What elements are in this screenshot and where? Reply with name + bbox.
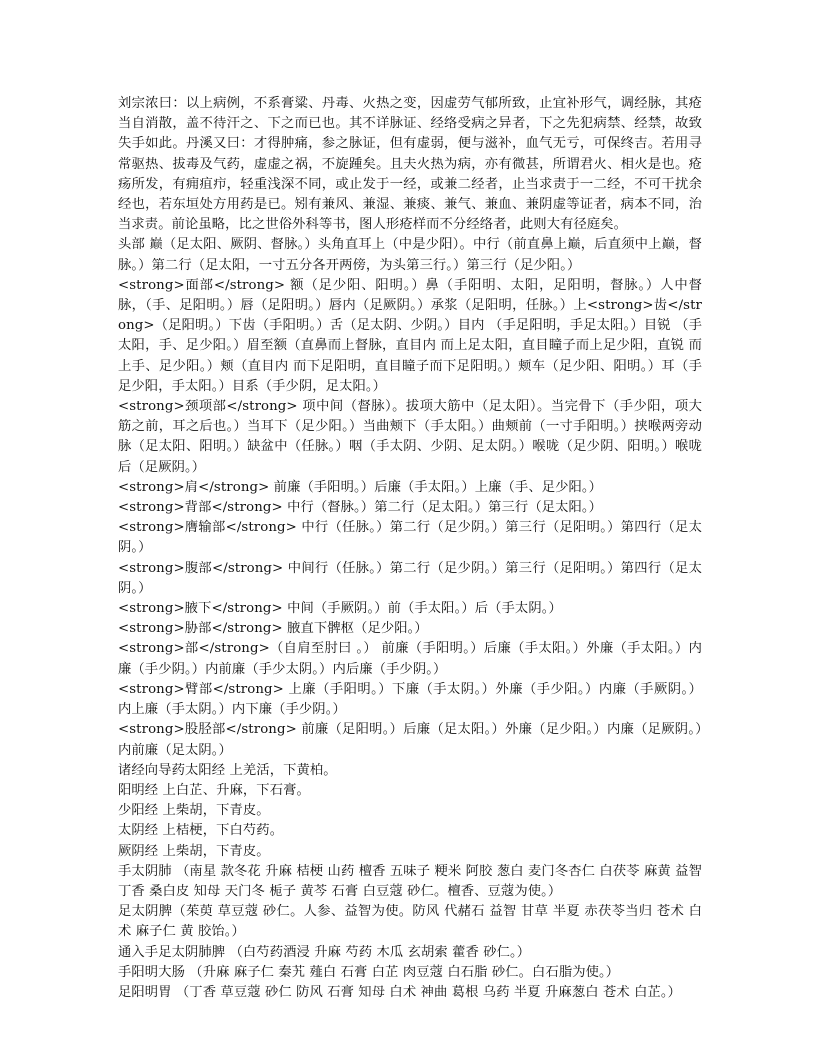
paragraph-armpit: <strong>腋下</strong> 中间（手厥阴。）前（手太阳。）后（手太阴。） <box>118 601 562 617</box>
paragraph-large-intestine: 手阳明大肠 （升麻 麻子仁 秦艽 薤白 石膏 白芷 肉豆蔻 白石脂 砂仁。白石脂为使。） <box>118 964 620 980</box>
paragraph-leg: <strong>股胫部</strong> 前廉（足阳明。）后廉（足太阳。）外廉（足少阳。）内廉（足厥阴。）内前廉（足太阴。） <box>118 722 702 758</box>
paragraph-face: <strong>面部</strong> 额（足少阳、阳明。）鼻（手阳明、太阳，足阳明，督脉。）人中督脉，（手、足阳明。）唇（足阳明。）唇内（足厥阴。）承浆（足阳明，任脉。）上<strong>齿</strong>（足阳明。）下齿（手阳明。）舌（足太阴、少阴。）目内 （手足阳明，手足太阳。）目锐 （手太阳，手、足少阳。）眉至额（直鼻而上督脉，直目内 而上足太阳，直目瞳子而上足少阳，直锐 而上手、足少阳。）颊（直目内 而下足阳明，直目瞳子而下足阳明。）颊车（足少阳、阳明。）耳（手足少阳，手太阳。）目系（手少阴，足太阳。） <box>118 277 702 394</box>
paragraph-shaoyang-guide: 少阳经 上柴胡，下青皮。 <box>118 803 270 819</box>
paragraph-chest: <strong>膺输部</strong> 中行（任脉。）第二行（足少阴。）第三行（足阳明。）第四行（足太阴。） <box>118 520 702 556</box>
paragraph-lung-spleen: 通入手足太阴肺脾 （白芍药酒浸 升麻 芍药 木瓜 玄胡索 藿香 砂仁。） <box>118 944 531 960</box>
paragraph-intro: 刘宗浓曰：以上病例，不系膏粱、丹毒、火热之变，因虚劳气郁所致，止宜补形气，调经脉，其疮当自消散，盖不待汗之、下之而已也。其不详脉证、经络受病之异者，下之先犯病禁、经禁，故致失手如此。丹溪又曰：才得肿痛，参之脉证，但有虚弱，便与滋补，血气无亏，可保终吉。若用寻常驱热、拔毒及气药，虚虚之祸，不旋踵矣。且夫火热为病，亦有微甚，所谓君火、相火是也。疮疡所发，有痈疽疖，轻重浅深不同，或止发于一经，或兼二经者，止当求责于一二经，不可干扰余经也，若东垣处方用药是已。矧有兼风、兼湿、兼痰、兼气、兼血、兼阴虚等证者，病本不同，治当求责。前论虽略，比之世俗外科等书，图人形疮样而不分经络者，此则大有径庭矣。 <box>118 96 702 233</box>
paragraph-shoulder: <strong>肩</strong> 前廉（手阳明。）后廉（手太阳。）上廉（手、足少阳。） <box>118 479 603 495</box>
paragraph-spleen: 足太阴脾（茱萸 草豆蔻 砂仁。人参、益智为使。防风 代赭石 益智 甘草 半夏 赤茯苓当归 苍术 白术 麻子仁 黄 胶饴。） <box>118 904 702 940</box>
paragraph-flank: <strong>胁部</strong> 腋直下髀枢（足少阳。） <box>118 621 428 637</box>
paragraph-lung: 手太阴肺 （南星 款冬花 升麻 桔梗 山药 檀香 五味子 粳米 阿胶 葱白 麦门冬杏仁 白茯苓 麻黄 益智 丁香 桑白皮 知母 天门冬 栀子 黄芩 石膏 白豆蔻 砂仁。檀香、豆蔻为使。） <box>118 863 702 899</box>
document-body <box>118 94 702 1003</box>
paragraph-taiyin-guide: 太阴经 上桔梗，下白芍药。 <box>118 823 284 839</box>
paragraph-neck: <strong>颈项部</strong> 项中间（督脉）。拔项大筋中（足太阳）。当完骨下（手少阳，项大筋之前，耳之后也。）当耳下（足少阳。）当曲颊下（手太阳。）曲颊前（一寸手阳明。）挟喉两旁动脉（足太阳、阳明。）缺盆中（任脉。）咽（手太阴、少阴、足太阴。）喉咙（足少阴、阳明。）喉咙后（足厥阴。） <box>118 399 702 475</box>
paragraph-yangming-guide: 阳明经 上白芷、升麻，下石膏。 <box>118 782 310 798</box>
paragraph-head: 头部 巅（足太阳、厥阴、督脉。）头角直耳上（中是少阳）。中行（前直鼻上巅，后直须中上巅，督脉。）第二行（足太阳，一寸五分各开两傍，为头第三行。）第三行（足少阳。） <box>118 237 702 273</box>
paragraph-taiyang-guide: 诸经向导药太阳经 上羌活，下黄柏。 <box>118 762 337 778</box>
paragraph-stomach: 足阳明胃 （丁香 草豆蔻 砂仁 防风 石膏 知母 白术 神曲 葛根 乌药 半夏 升麻葱白 苍术 白芷。） <box>118 984 682 1000</box>
paragraph-abdomen: <strong>腹部</strong> 中间行（任脉。）第二行（足少阴。）第三行（足阳明。）第四行（足太阴。） <box>118 560 702 596</box>
paragraph-back: <strong>背部</strong> 中行（督脉。）第二行（足太阳。）第三行（足太阳。） <box>118 500 603 516</box>
paragraph-forearm: <strong>臂部</strong> 上廉（手阳明。）下廉（手太阴。）外廉（手少阳。）内廉（手厥阴。）内上廉（手太阴。）内下廉（手少阴。） <box>118 681 702 718</box>
paragraph-jueyin-guide: 厥阴经 上柴胡，下青皮。 <box>118 843 270 859</box>
paragraph-upper-arm: <strong>部</strong>（自肩至肘曰 。） 前廉（手阳明。）后廉（手太阳。）外廉（手太阳。）内廉（手少阴。）内前廉（手少太阴。）内后廉（手少阴。） <box>118 641 702 677</box>
